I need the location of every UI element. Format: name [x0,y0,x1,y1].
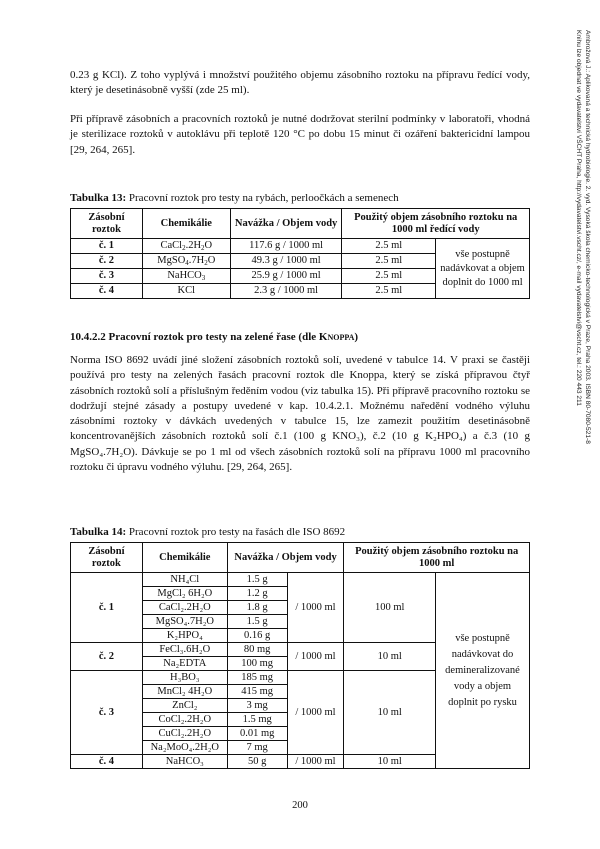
table13-chemikalie: NaHCO$_3$ [142,269,230,284]
table14-pouzity-objem: 10 ml [344,643,436,671]
table14-caption [70,525,530,539]
paragraph-2: Při přípravě zásobních a pracovních roztoků je nutné dodržovat sterilní podmínky v laboratoři, vhodná je sterilizace roztoků v autoklávu při teplotě 120 °C po dobu 15 minut či ozáření baktericidní lampou [29, 264, 265]. [70,113,530,156]
table14-roztok: č. 3 [71,671,143,755]
table13-chemikalie: $CaCl_2.2H_2O$ [142,239,230,254]
table-row [71,573,530,587]
table13-chemikalie: $MgSO_4.7H_2O$ [142,254,230,269]
table14-roztok: č. 1 [71,573,143,643]
section-title: Pracovní roztok pro testy na zelené řase (dle [108,331,319,343]
table14-mass: 1.5 g [227,615,287,629]
table14-chemikalie: K₂HPO₄ [142,629,227,643]
table14-mass: 80 mg [227,643,287,657]
table13-roztok: č. 4 [71,284,143,299]
table13-roztok: č. 1 [71,239,143,254]
table13-note: vše postupně nadávkovat a objem doplnit do 1000 ml [436,239,530,299]
table14-header-chemikalie: Chemikálie [142,543,227,573]
table13-header-navazka: Navážka / Objem vody [230,209,342,239]
table14-roztok: č. 4 [71,755,143,769]
table14-chemikalie: MgSO₄.7H₂O [142,615,227,629]
table14-mass: 1.2 g [227,587,287,601]
table14-mass: 100 mg [227,657,287,671]
table14-mass: 50 g [227,755,287,769]
paragraph-1: 0.23 g KCl). Z toho vyplývá i množství použitého objemu zásobního roztoku na přípravu ředící vody, který je desetinásobně vyšší (zde 25 ml). [70,69,530,97]
section-number: 10.4.2.2 [70,331,106,343]
table14-chemikalie: Na₂MoO₄.2H₂O [142,741,227,755]
table14-mass: 0.01 mg [227,727,287,741]
table13-roztok: č. 3 [71,269,143,284]
section-title-name: Knoppa [318,331,355,343]
table14-chemikalie: CoCl₂.2H₂O [142,713,227,727]
table14-chemikalie: Na₂EDTA [142,657,227,671]
table14-mass: 415 mg [227,685,287,699]
table13-navazka: 49.3 g / 1000 ml [230,254,342,269]
table13-header-objem: Použitý objem zásobního roztoku na 1000 ml ředící vody [342,209,530,239]
table14-header-navazka: Navážka / Objem vody [227,543,344,573]
table14-chemikalie: H₃BO₃ [142,671,227,685]
table13-header-roztok: Zásobní roztok [71,209,143,239]
side-note-line-1: Ambrožová J.: Aplikovaná a technická hydrobiologie. 2. vyd. Vysoká škola chemicko-technologická v Praze, Praha 2003. ISBN 80-7080-521-8 [584,30,591,444]
table13-objem: 2.5 ml [342,254,436,269]
table13-objem: 2.5 ml [342,239,436,254]
table14-mass: 1.8 g [227,601,287,615]
table14-pouzity-objem: 100 ml [344,573,436,643]
side-margin-note [566,30,592,590]
page-number: 200 [292,800,308,811]
table13-navazka: 25.9 g / 1000 ml [230,269,342,284]
table13-chemikalie: KCl [142,284,230,299]
table14-objem-vody: / 1000 ml [287,671,344,755]
table14-mass: 0.16 g [227,629,287,643]
table14-pouzity-objem: 10 ml [344,671,436,755]
table14-caption-text: Pracovní roztok pro testy na řasách dle ISO 8692 [128,526,346,538]
table13-caption-label: Tabulka 13: [70,192,127,204]
table14-chemikalie: FeCl₃.6H₂O [142,643,227,657]
table14-chemikalie: ZnCl₂ [142,699,227,713]
table14-objem-vody: / 1000 ml [287,643,344,671]
table14-objem-vody: / 1000 ml [287,573,344,643]
table14-pouzity-objem: 10 ml [344,755,436,769]
section-heading: 10.4.2.2 Pracovní roztok pro testy na zelené řase (dle Knoppa) [70,331,359,343]
table14-chemikalie: MgCl₂ 6H₂O [142,587,227,601]
table13-caption-text: Pracovní roztok pro testy na rybách, perloočkách a semenech [128,192,399,204]
table14-caption-label: Tabulka 14: [70,526,127,538]
table14-mass: 185 mg [227,671,287,685]
paragraph-3: Norma ISO 8692 uvádí jiné složení zásobních roztoků solí, uvedené v tabulce 14. V praxi se častěji používá pro testy na zelených řasách pracovní roztok dle Knoppa, který se získá přípravou čtyř zásobních roztoků solí a příslušným ředěním vodou (viz tabulka 15). Při přípravě pracovního roztoku se dodržují stejné zásady a postupy uvedené v kap. 10.4.2.1. Možnému naředění vodného výluhu zásobními roztoky v dávkách uvedených v tabulce 15, lze zamezit použitím desetinásobně koncentrovanějších zásobních roztoků solí č.1 (100 g KNO₃), č.2 (10 g K₂HPO₄) a č.3 (10 g MgSO₄.7H₂O). Dávkuje se po 1 ml od všech zásobních roztoků solí na přípravu 1000 ml pracovního roztoku či úpravu vodného výluhu. [29, 264, 265]. [70,354,530,474]
table-row [71,239,530,254]
table13-header-chemikalie: Chemikálie [142,209,230,239]
side-note-line-2: Knihu lze objednat ve vydavatelství VŠCHT Praha, http://vydavatelstvi.vscht.cz/, e-mail vydavatelstvi@vscht.cz, tel.: 220 443 211 [575,30,582,406]
table14-header-roztok: Zásobní roztok [71,543,143,573]
table-13 [70,208,530,299]
table14-chemikalie: NH₄Cl [142,573,227,587]
table14-roztok: č. 2 [71,643,143,671]
table13-navazka: 2.3 g / 1000 ml [230,284,342,299]
table14-chemikalie: CaCl₂.2H₂O [142,601,227,615]
table14-mass: 7 mg [227,741,287,755]
table-14 [70,542,530,769]
table14-chemikalie: MnCl₂ 4H₂O [142,685,227,699]
table14-note: vše postupně nadávkovat do demineralizované vody a objem doplnit po rysku [436,573,530,769]
table13-objem: 2.5 ml [342,284,436,299]
table13-objem: 2.5 ml [342,269,436,284]
table14-chemikalie: CuCl₂.2H₂O [142,727,227,741]
table14-mass: 1.5 g [227,573,287,587]
table14-mass: 1.5 mg [227,713,287,727]
table14-header-objem: Použitý objem zásobního roztoku na 1000 ml [344,543,530,573]
table14-objem-vody: / 1000 ml [287,755,344,769]
table14-mass: 3 mg [227,699,287,713]
table13-roztok: č. 2 [71,254,143,269]
table14-chemikalie: NaHCO₃ [142,755,227,769]
table13-caption [70,191,530,205]
table13-navazka: 117.6 g / 1000 ml [230,239,342,254]
